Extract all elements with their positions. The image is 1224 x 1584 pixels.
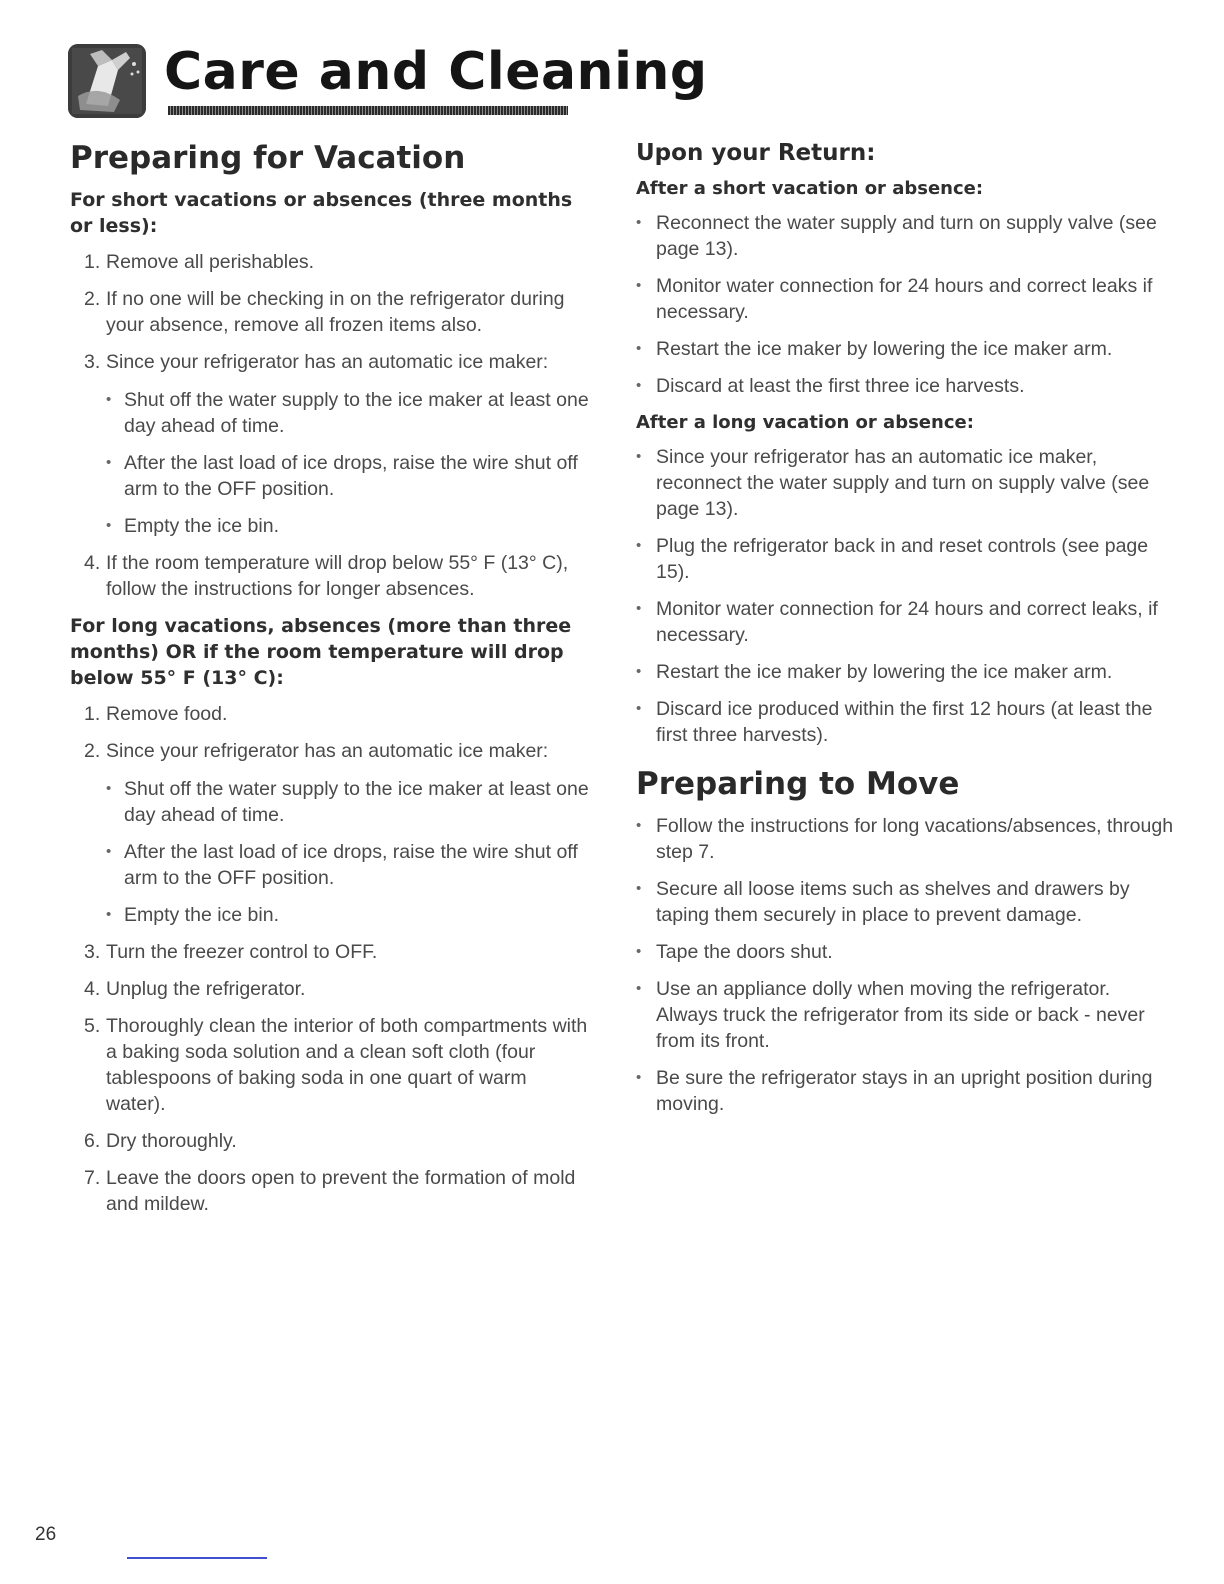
list-item: • Monitor water connection for 24 hours and correct leaks, if necessary.: [636, 596, 1176, 648]
list-item: • Empty the ice bin.: [106, 902, 590, 928]
list-item: 2. If no one will be checking in on the refrigerator during your absence, remove all frozen items also.: [84, 288, 565, 337]
list-item: • Plug the refrigerator back in and reset controls (see page 15).: [636, 533, 1176, 585]
list-item: 3. Turn the freezer control to OFF.: [84, 941, 378, 964]
list-item: • Since your refrigerator has an automatic ice maker, reconnect the water supply and turn on supply valve (see page 13).: [636, 444, 1176, 522]
title-underline: [168, 106, 568, 115]
ice-maker-sub-list: [106, 776, 590, 928]
list-item: • Monitor water connection for 24 hours and correct leaks if necessary.: [636, 273, 1176, 325]
short-vacation-steps: [70, 249, 590, 602]
list-item: • Follow the instructions for long vacations/absences, through step 7.: [636, 813, 1176, 865]
list-item: • Reconnect the water supply and turn on supply valve (see page 13).: [636, 210, 1176, 262]
list-item: 4. If the room temperature will drop below 55° F (13° C), follow the instructions for longer absences.: [84, 552, 569, 601]
cleaning-spray-icon: [68, 44, 146, 118]
move-list: [636, 813, 1176, 1117]
long-return-subheading: After a long vacation or absence:: [636, 411, 974, 433]
list-item: 3. Since your refrigerator has an automatic ice maker: • Shut off the water supply to the ice maker at least one day ahead of time. • After the last load of ice drops, raise the wire shut off arm to the OFF position. • Empty the ice bin.: [70, 349, 590, 539]
long-return-list: [636, 444, 1176, 748]
page-title: Care and Cleaning: [164, 42, 708, 102]
list-item: 5. Thoroughly clean the interior of both compartments with a baking soda solution and a clean soft cloth (four tablespoons of baking soda in one quart of warm water).: [84, 1015, 588, 1116]
list-item: 4. Unplug the refrigerator.: [84, 978, 306, 1001]
ice-maker-sub-list: [106, 387, 590, 539]
list-item: • Tape the doors shut.: [636, 939, 1176, 965]
page-header: [68, 30, 708, 120]
list-item: • Restart the ice maker by lowering the ice maker arm.: [636, 659, 1176, 685]
right-column: [636, 140, 1176, 1128]
list-item: • Discard ice produced within the first 12 hours (at least the first three harvests).: [636, 696, 1176, 748]
list-item: 6. Dry thoroughly.: [84, 1130, 237, 1153]
list-item: • After the last load of ice drops, raise the wire shut off arm to the OFF position.: [106, 839, 590, 891]
move-heading: Preparing to Move: [636, 765, 960, 802]
long-vacation-steps: [70, 701, 590, 1217]
list-item: • Shut off the water supply to the ice maker at least one day ahead of time.: [106, 776, 590, 828]
left-column: [70, 140, 590, 1228]
list-item: • Use an appliance dolly when moving the refrigerator. Always truck the refrigerator from its side or back - never from its front.: [636, 976, 1176, 1054]
footer-rule: [127, 1557, 267, 1559]
short-vacation-subheading: For short vacations or absences (three months or less):: [70, 189, 573, 238]
long-vacation-subheading: For long vacations, absences (more than three months) OR if the room temperature will drop below 55° F (13° C):: [70, 615, 572, 690]
list-item: • Restart the ice maker by lowering the ice maker arm.: [636, 336, 1176, 362]
list-item: • Be sure the refrigerator stays in an upright position during moving.: [636, 1065, 1176, 1117]
list-item: 1. Remove all perishables.: [84, 251, 315, 274]
list-item: 1. Remove food.: [84, 703, 228, 726]
vacation-heading: Preparing for Vacation: [70, 140, 466, 176]
list-item: • After the last load of ice drops, raise the wire shut off arm to the OFF position.: [106, 450, 590, 502]
list-item: • Shut off the water supply to the ice maker at least one day ahead of time.: [106, 387, 590, 439]
page-number: 26: [35, 1524, 57, 1545]
return-heading: Upon your Return:: [636, 140, 876, 166]
list-item: • Discard at least the first three ice harvests.: [636, 373, 1176, 399]
short-return-list: [636, 210, 1176, 399]
short-return-subheading: After a short vacation or absence:: [636, 177, 984, 199]
list-item: • Empty the ice bin.: [106, 513, 590, 539]
list-item: • Secure all loose items such as shelves and drawers by taping them securely in place to prevent damage.: [636, 876, 1176, 928]
list-item: 2. Since your refrigerator has an automatic ice maker: • Shut off the water supply to the ice maker at least one day ahead of time. • After the last load of ice drops, raise the wire shut off arm to the OFF position. • Empty the ice bin.: [70, 738, 590, 928]
list-item: 7. Leave the doors open to prevent the formation of mold and mildew.: [84, 1167, 576, 1216]
